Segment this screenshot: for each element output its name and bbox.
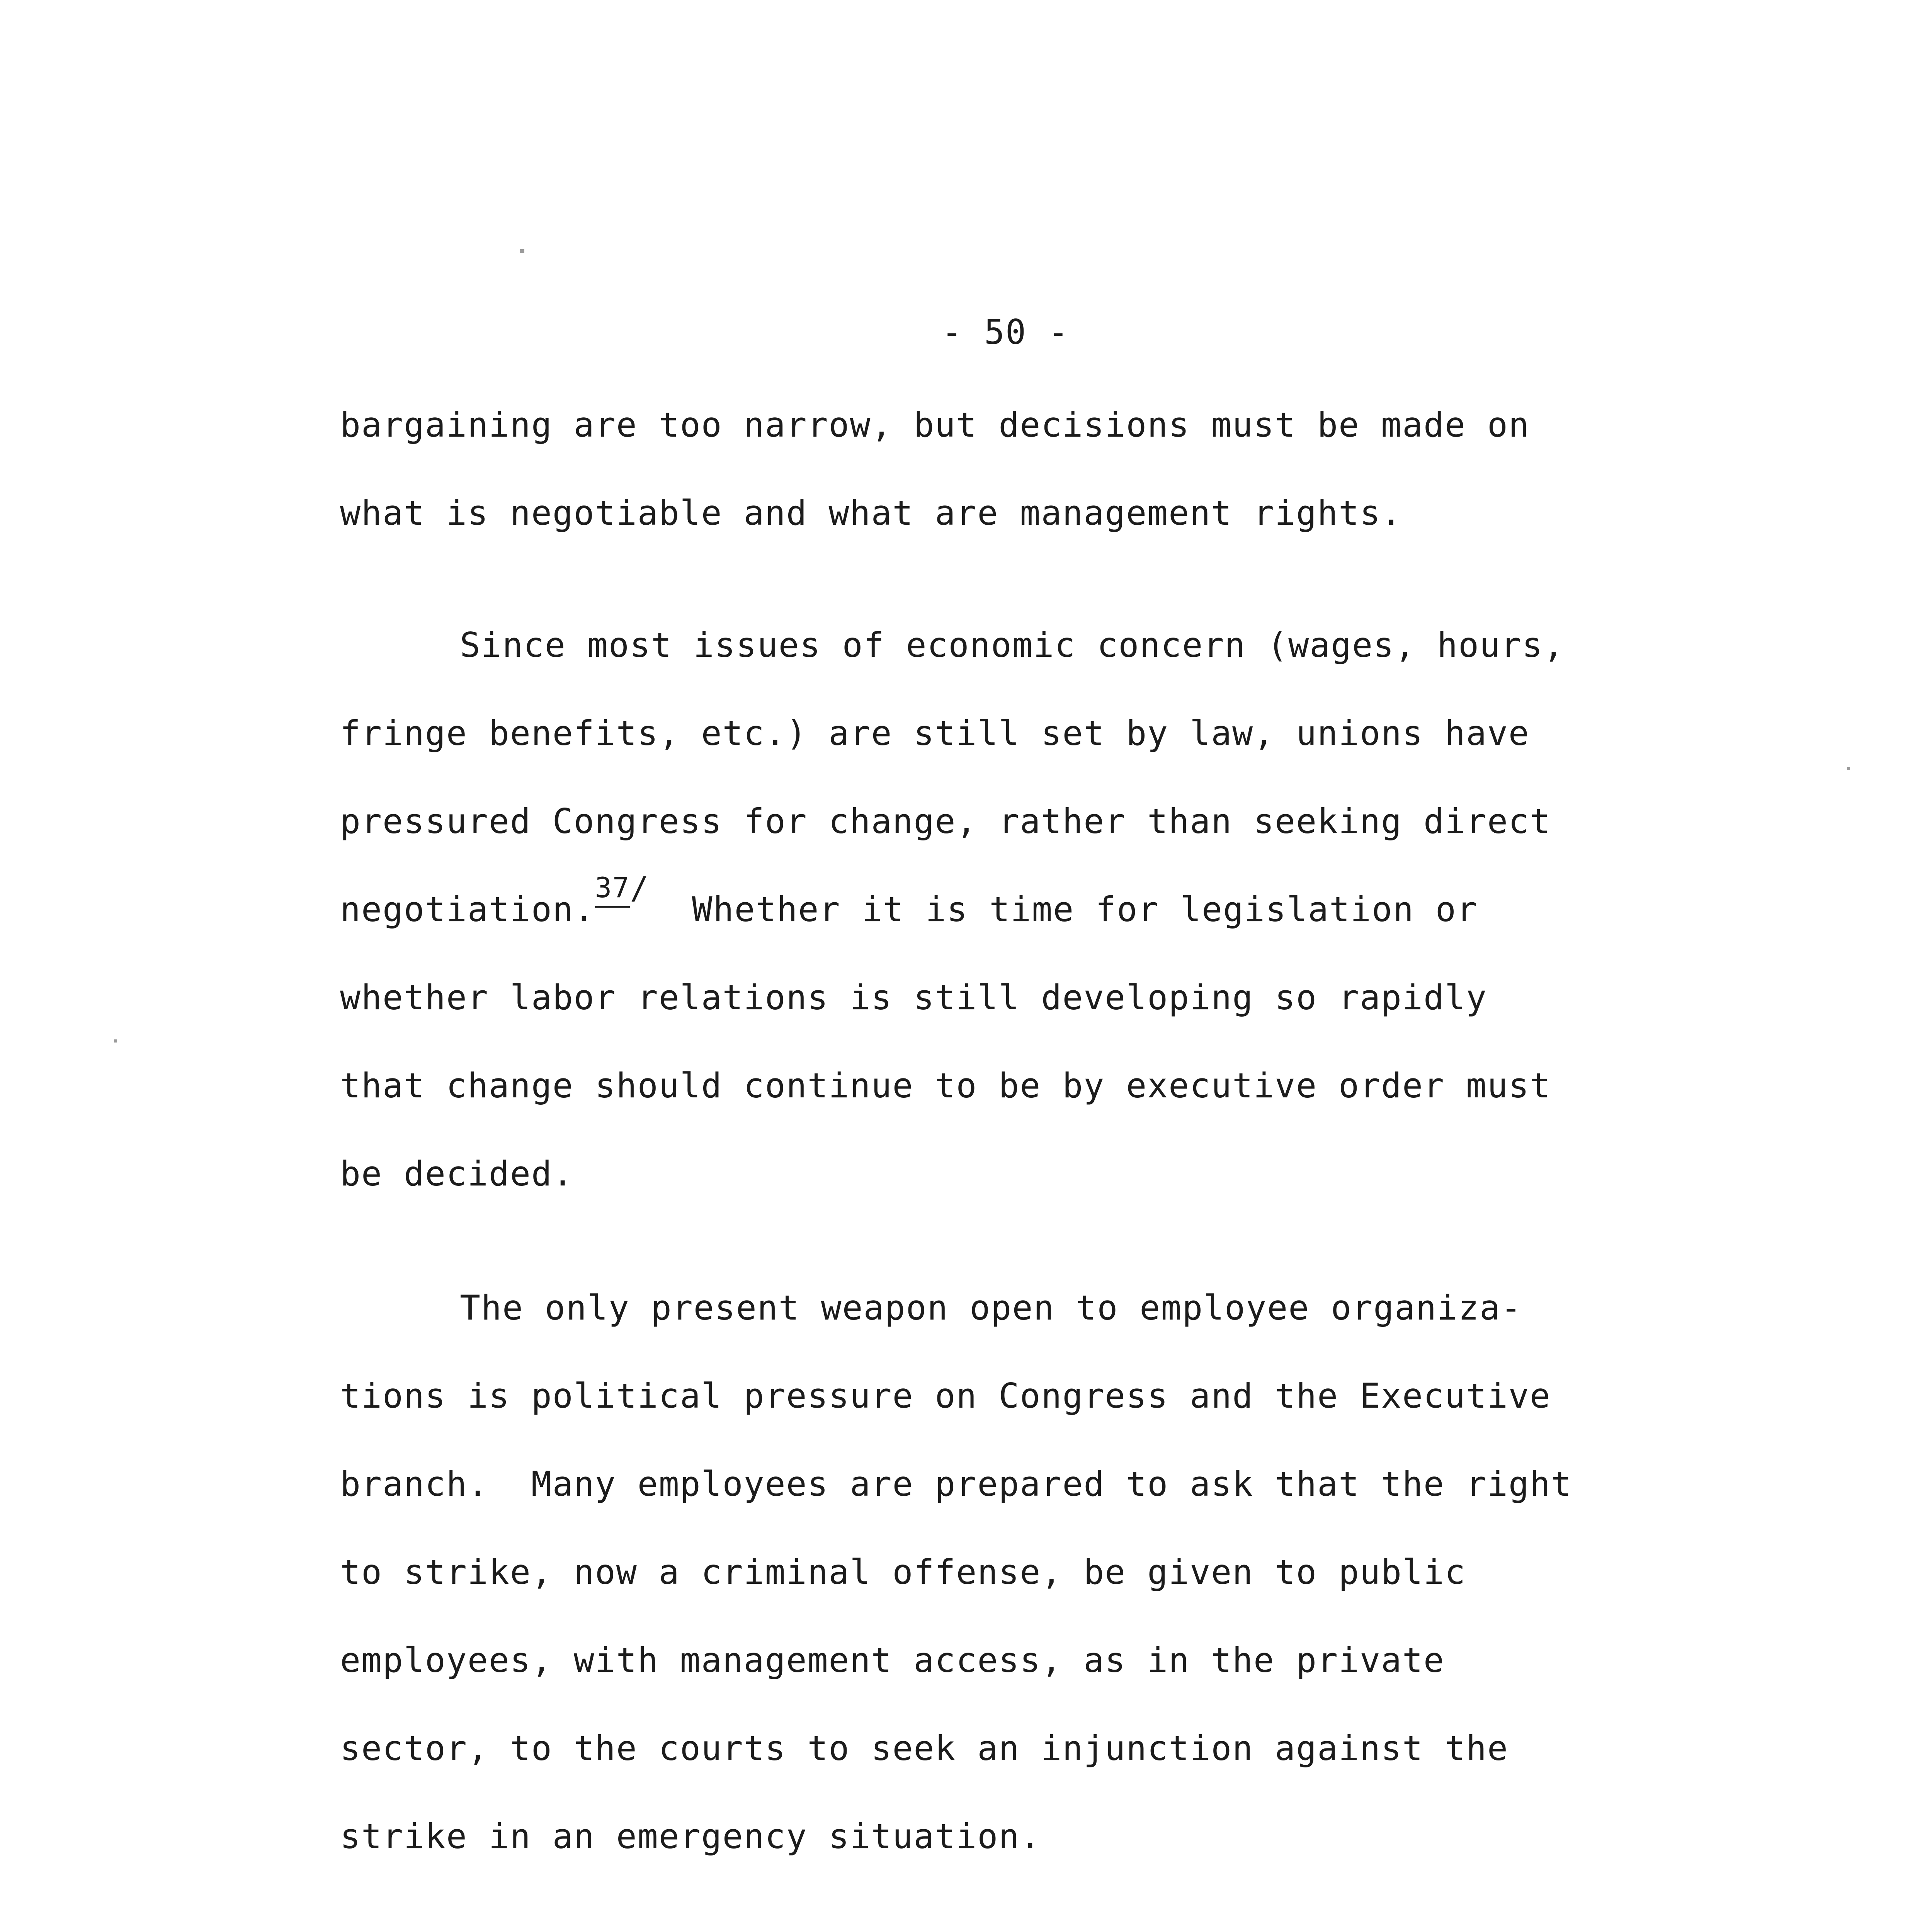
footnote-slash: / (630, 870, 650, 906)
scan-speck (520, 249, 524, 253)
footnote-reference: 37 (595, 871, 630, 904)
text-line: branch. Many employees are prepared to ask that the right (340, 1464, 1572, 1504)
text-line-with-footnote (340, 870, 1478, 931)
text-line: fringe benefits, etc.) are still set by law, unions have (340, 713, 1530, 753)
scan-speck (114, 1039, 117, 1043)
text-line: that change should continue to be by executive order must (340, 1066, 1551, 1105)
text-fragment: Whether it is time for legislation or (649, 889, 1478, 929)
text-line: sector, to the courts to seek an injunction against the (340, 1728, 1509, 1768)
text-line: what is negotiable and what are management rights. (340, 493, 1403, 533)
text-line: be decided. (340, 1154, 574, 1194)
page-number: - 50 - (942, 312, 1069, 352)
text-line: bargaining are too narrow, but decisions must be made on (340, 405, 1530, 445)
text-line: whether labor relations is still developing so rapidly (340, 978, 1487, 1017)
text-line: pressured Congress for change, rather than seeking direct (340, 801, 1551, 841)
text-line: The only present weapon open to employee organiza- (460, 1288, 1522, 1328)
text-line: Since most issues of economic concern (wages, hours, (460, 625, 1565, 665)
text-line: tions is political pressure on Congress and the Executive (340, 1376, 1551, 1416)
scan-speck (1847, 767, 1850, 770)
text-fragment: negotiation. (340, 889, 595, 929)
text-line: to strike, now a criminal offense, be given to public (340, 1552, 1466, 1592)
text-line: employees, with management access, as in the private (340, 1640, 1445, 1680)
text-line: strike in an emergency situation. (340, 1816, 1041, 1856)
